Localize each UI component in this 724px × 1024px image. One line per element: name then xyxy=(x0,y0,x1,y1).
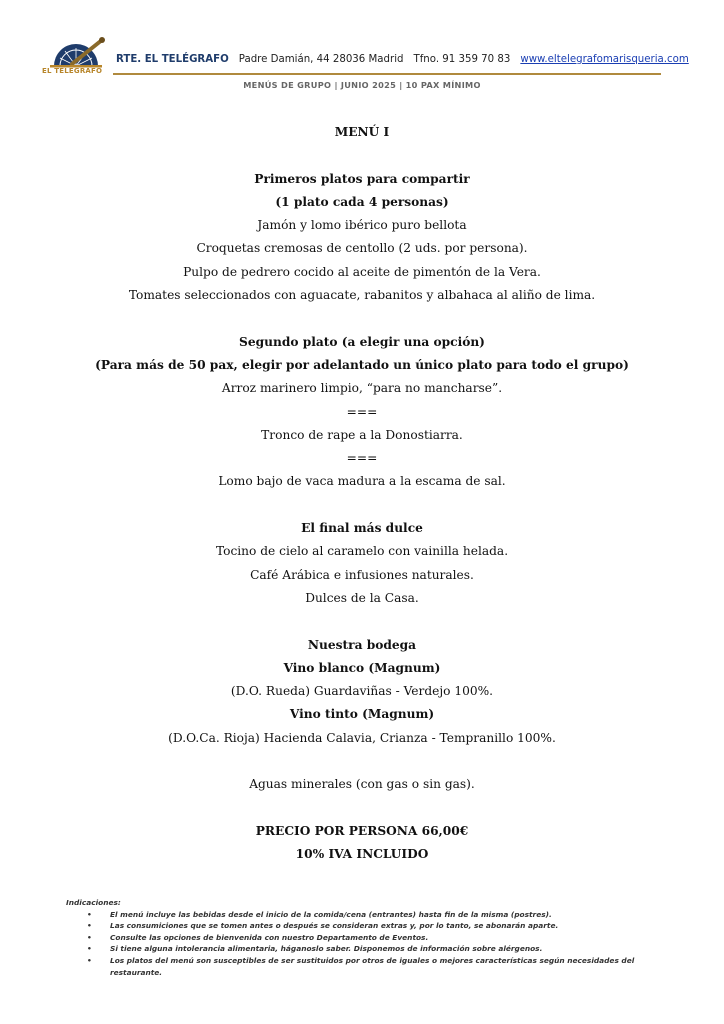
starter-item: Croquetas cremosas de centollo (2 uds. por persona). xyxy=(196,241,528,256)
wine-heading: Nuestra bodega xyxy=(307,637,417,652)
dessert-item: Dulces de la Casa. xyxy=(305,590,419,605)
note-item: • Los platos del menú son susceptibles de ser sustituidos por otros de iguales o mejores características según necesidades del restaurante. xyxy=(87,955,635,977)
starter-item: Jamón y lomo ibérico puro bellota xyxy=(257,218,467,233)
red-wine: (D.O.Ca. Rioja) Hacienda Calavia, Crianza - Tempranillo 100%. xyxy=(168,730,556,745)
vat-note: 10% IVA INCLUIDO xyxy=(295,847,429,862)
logo-text: EL TELÉGRAFO xyxy=(42,67,103,75)
dessert-item: Tocino de cielo al caramelo con vainilla helada. xyxy=(215,544,509,559)
note-item: • Consulte las opciones de bienvenida con nuestro Departamento de Eventos. xyxy=(87,932,429,942)
menu-title: MENÚ I xyxy=(334,125,390,139)
dessert-item: Café Arábica e infusiones naturales. xyxy=(250,567,474,582)
main-item: Lomo bajo de vaca madura a la escama de sal. xyxy=(218,474,506,489)
starter-item: Tomates seleccionados con aguacate, rabanitos y albahaca al aliño de lima. xyxy=(128,288,596,303)
address: Padre Damián, 44 28036 Madrid xyxy=(238,54,404,65)
water: Aguas minerales (con gas o sin gas). xyxy=(249,777,475,792)
notes-title: Indicaciones: xyxy=(66,898,121,907)
main-item: Tronco de rape a la Donostiarra. xyxy=(261,427,463,442)
menu-subtitle: MENÚS DE GRUPO | JUNIO 2025 | 10 PAX MÍNIMO xyxy=(243,80,481,90)
dessert-heading: El final más dulce xyxy=(301,521,423,536)
main-note: (Para más de 50 pax, elegir por adelantado un único plato para todo el grupo) xyxy=(95,357,629,372)
header-divider xyxy=(113,73,661,75)
starters-note: (1 plato cada 4 personas) xyxy=(275,194,449,209)
notes-list xyxy=(66,909,686,979)
main-separator: === xyxy=(346,451,378,466)
notes-section xyxy=(66,897,686,978)
logo xyxy=(40,36,112,80)
telegraph-logo-icon xyxy=(40,36,112,68)
page-header xyxy=(40,36,689,80)
note-item: • Las consumiciones que se tomen antes o después se consideran extras y, por lo tanto, se abonarán aparte. xyxy=(87,921,559,931)
main-heading: Segundo plato (a elegir una opción) xyxy=(239,334,485,349)
price: PRECIO POR PERSONA 66,00€ xyxy=(255,823,469,838)
main-item: Arroz marinero limpio, “para no mancharse”. xyxy=(221,381,503,396)
phone: Tfno. 91 359 70 83 xyxy=(413,54,511,65)
restaurant-name: RTE. EL TELÉGRAFO xyxy=(116,54,229,65)
white-wine: (D.O. Rueda) Guardaviñas - Verdejo 100%. xyxy=(230,684,494,699)
red-wine-heading: Vino tinto (Magnum) xyxy=(289,707,435,722)
website-link[interactable]: www.eltelegrafomarisqueria.com xyxy=(520,54,689,65)
white-wine-heading: Vino blanco (Magnum) xyxy=(283,660,441,675)
note-item: • Si tiene alguna intolerancia alimentaria, háganoslo saber. Disponemos de información sobre alérgenos. xyxy=(87,944,543,954)
note-item: • El menú incluye las bebidas desde el inicio de la comida/cena (entrantes) hasta fin de la misma (postres). xyxy=(87,909,552,919)
main-separator: === xyxy=(346,404,378,419)
starters-heading: Primeros platos para compartir xyxy=(254,171,470,186)
menu-body xyxy=(0,121,724,867)
contact-line xyxy=(116,54,689,65)
starter-item: Pulpo de pedrero cocido al aceite de pimentón de la Vera. xyxy=(183,264,541,279)
